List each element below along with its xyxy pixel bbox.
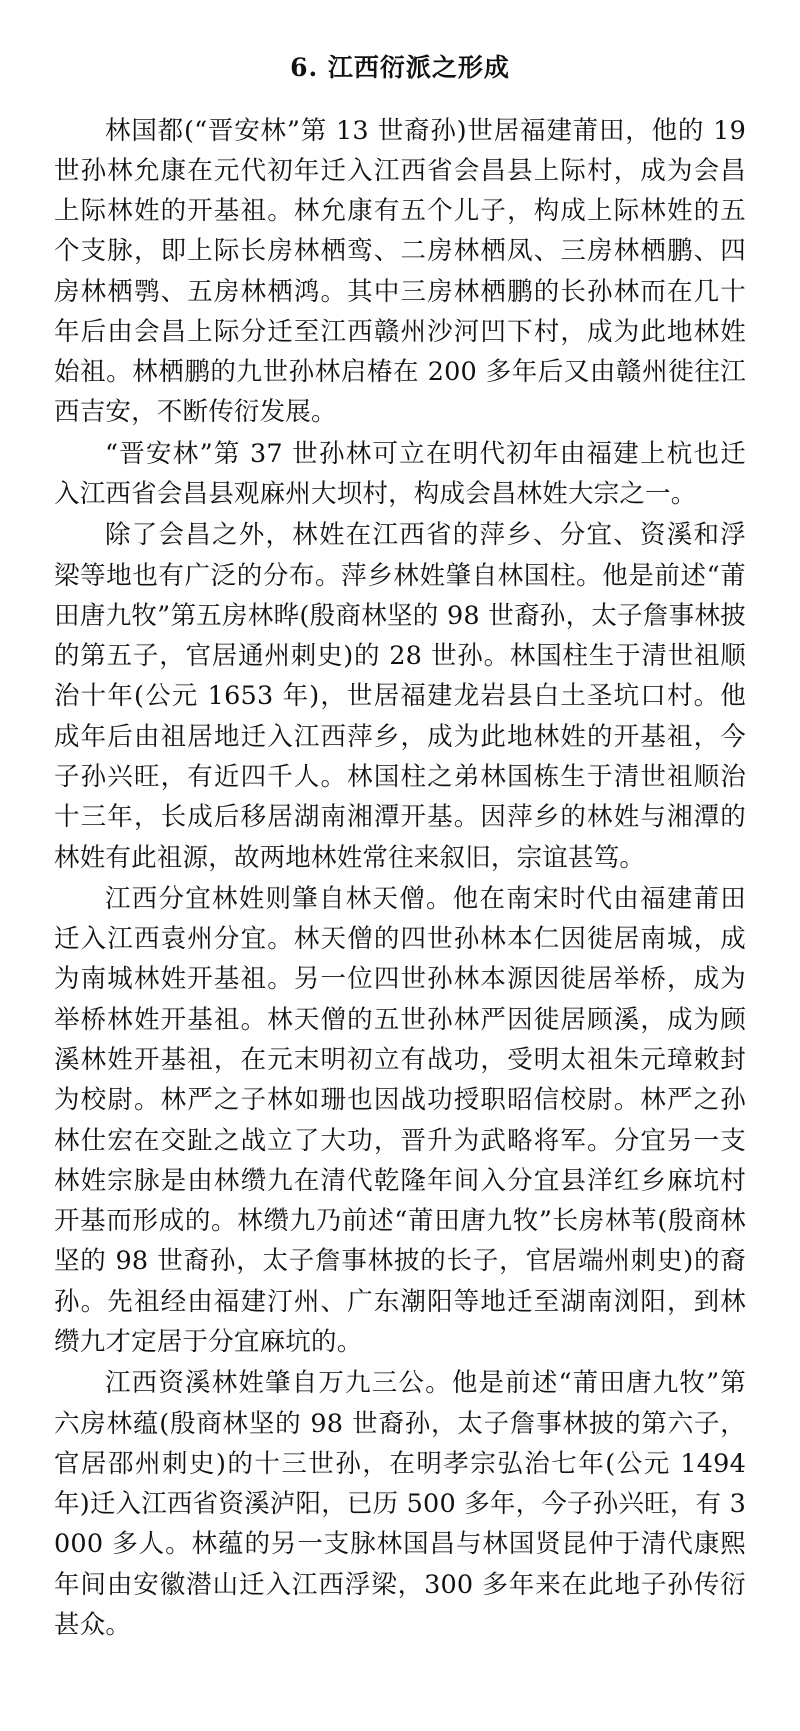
body-paragraph-2: “晋安林”第 37 世孙林可立在明代初年由福建上杭也迁入江西省会昌县观麻州大坝村，构成会昌林姓大宗之一。	[54, 438, 746, 510]
body-paragraph-3: 除了会昌之外，林姓在江西省的萍乡、分宜、资溪和浮梁等地也有广泛的分布。萍乡林姓肇自林国柱。他是前述“莆田唐九牧”第五房林晔(殷商林坚的 98 世裔孙，太子詹事林披的第五子，官居通州刺史)的 28 世孙。林国柱生于清世祖顺治十年(公元 1653 年)，世居福建龙岩县白土圣坑口村。他成年后由祖居地迁入江西萍乡，成为此地林姓的开基祖，今子孙兴旺，有近四千人。林国柱之弟林国栋生于清世祖顺治十三年，长成后移居湖南湘潭开基。因萍乡的林姓与湘潭的林姓有此祖源，故两地林姓常往来叙旧，宗谊甚笃。	[54, 520, 746, 873]
page-title: 6. 江西衍派之形成	[290, 53, 510, 82]
body-paragraph-4: 江西分宜林姓则肇自林天僧。他在南宋时代由福建莆田迁入江西袁州分宜。林天僧的四世孙林本仁因徙居南城，成为南城林姓开基祖。另一位四世孙林本源因徙居举桥，成为举桥林姓开基祖。林天僧的五世孙林严因徙居顾溪，成为顾溪林姓开基祖，在元末明初立有战功，受明太祖朱元璋敕封为校尉。林严之子林如珊也因战功授职昭信校尉。林严之孙林仕宏在交趾之战立了大功，晋升为武略将军。分宜另一支林姓宗脉是由林缵九在清代乾隆年间入分宜县洋红乡麻坑村开基而形成的。林缵九乃前述“莆田唐九牧”长房林苇(殷商林坚的 98 世裔孙，太子詹事林披的长子，官居端州刺史)的裔孙。先祖经由福建汀州、广东潮阳等地迁至湖南浏阳，到林缵九才定居于分宜麻坑的。	[54, 883, 746, 1357]
body-paragraph-1: 林国都(“晋安林”第 13 世裔孙)世居福建莆田，他的 19 世孙林允康在元代初年迁入江西省会昌县上际村，成为会昌上际林姓的开基祖。林允康有五个儿子，构成上际林姓的五个支脉，即上际长房林栖鸾、二房林栖凤、三房林栖鹏、四房林栖鹗、五房林栖鸿。其中三房林栖鹏的长孙林而在几十年后由会昌上际分迁至江西赣州沙河凹下村，成为此地林姓始祖。林栖鹏的九世孙林启椿在 200 多年后又由赣州徙往江西吉安，不断传衍发展。	[54, 115, 746, 428]
body-paragraph-5: 江西资溪林姓肇自万九三公。他是前述“莆田唐九牧”第六房林蕴(殷商林坚的 98 世裔孙，太子詹事林披的第六子，官居邵州刺史)的十三世孙，在明孝宗弘治七年(公元 1494 年)迁入江西省资溪泸阳，已历 500 多年，今子孙兴旺，有 3000 多人。林蕴的另一支脉林国昌与林国贤昆仲于清代康熙年间由安徽潜山迁入江西浮梁，300 多年来在此地子孙传衍甚众。	[54, 1368, 746, 1640]
